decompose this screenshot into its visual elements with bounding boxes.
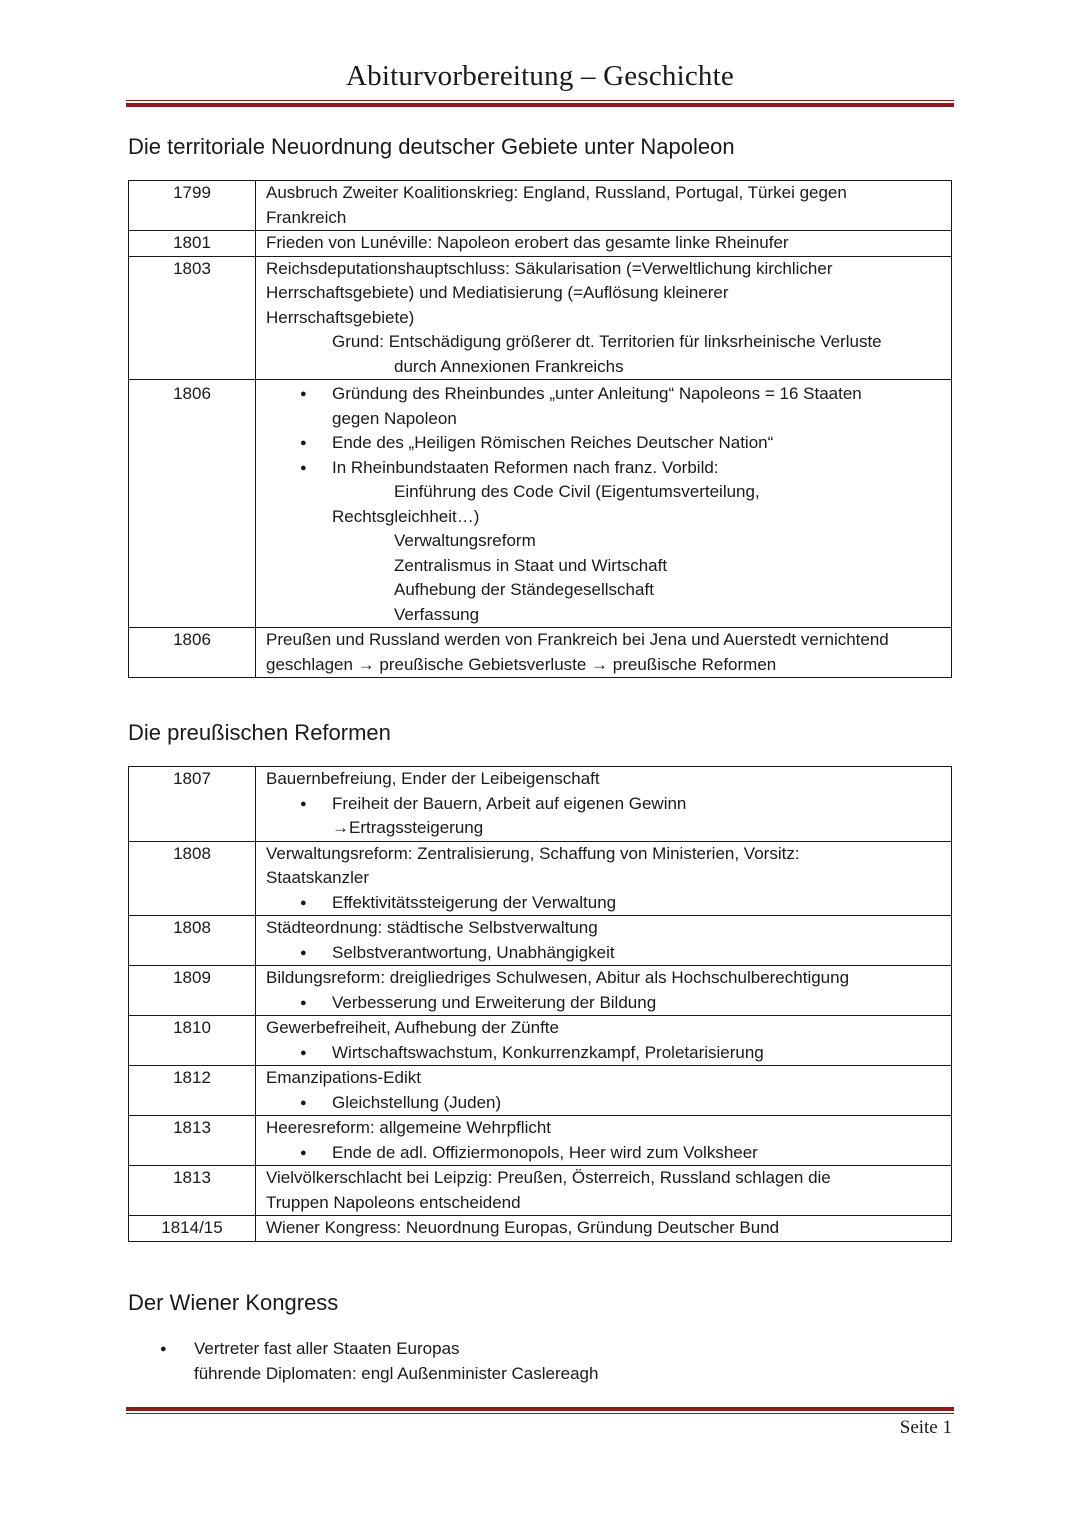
section-title-preussen: Die preußischen Reformen	[128, 720, 391, 745]
bullet-text: gegen Napoleon	[332, 408, 457, 428]
year-cell: 1813	[129, 1116, 256, 1166]
event-line: Reichsdeputationshauptschluss: Säkularisation (=Verweltlichung kirchlicher	[266, 258, 833, 278]
event-cell	[256, 1216, 952, 1242]
bullet-item: ● Ende de adl. Offiziermonopols, Heer wird zum Volksheer	[266, 1141, 951, 1166]
event-cell	[256, 1066, 952, 1116]
table-row	[129, 256, 952, 380]
event-cell	[256, 231, 952, 257]
footer-rule	[126, 1407, 954, 1414]
year-cell: 1808	[129, 916, 256, 966]
bullet-item: ● Selbstverantwortung, Unabhängigkeit	[266, 941, 951, 966]
event-line: Gewerbefreiheit, Aufhebung der Zünfte	[266, 1018, 559, 1037]
event-cell	[256, 1016, 952, 1066]
table-row	[129, 966, 952, 1016]
table-row	[129, 1066, 952, 1116]
event-cell	[256, 380, 952, 628]
event-line: Emanzipations-Edikt	[266, 1068, 421, 1087]
event-line: Bauernbefreiung, Ender der Leibeigenschaft	[266, 769, 600, 788]
event-cell	[256, 1166, 952, 1216]
bullet-item: ● Gleichstellung (Juden)	[266, 1091, 951, 1116]
event-line: Staatskanzler	[266, 868, 369, 887]
year-cell: 1814/15	[129, 1216, 256, 1242]
bullet-item: ● Effektivitätssteigerung der Verwaltung	[266, 891, 951, 916]
section-title-napoleon: Die territoriale Neuordnung deutscher Gebiete unter Napoleon	[128, 134, 735, 159]
event-line: Städteordnung: städtische Selbstverwaltung	[266, 918, 598, 937]
table-row	[129, 1216, 952, 1242]
event-line: Vielvölkerschlacht bei Leipzig: Preußen, Österreich, Russland schlagen die	[266, 1168, 831, 1187]
timeline-table-preussen	[128, 766, 952, 1242]
table-row	[129, 628, 952, 678]
event-line: Frankreich	[266, 207, 347, 227]
year-cell: 1807	[129, 767, 256, 842]
event-cell	[256, 628, 952, 678]
table-row	[129, 767, 952, 842]
year-cell: 1813	[129, 1166, 256, 1216]
page-header-title: Abiturvorbereitung – Geschichte	[346, 60, 734, 92]
event-cell	[256, 767, 952, 842]
year-cell: 1801	[129, 231, 256, 257]
bullet-item: ● Freiheit der Bauern, Arbeit auf eigenen Gewinn	[266, 792, 951, 817]
event-line: Preußen und Russland werden von Frankreich bei Jena und Auerstedt vernichtend	[266, 630, 889, 649]
bullet-item	[266, 382, 951, 431]
table-row	[129, 181, 952, 231]
event-line: Ausbruch Zweiter Koalitionskrieg: England, Russland, Portugal, Türkei gegen	[266, 183, 847, 202]
event-cell	[256, 1116, 952, 1166]
bullet-item	[266, 456, 951, 481]
table-row	[129, 231, 952, 257]
bullet-item	[266, 431, 951, 456]
year-cell: 1812	[129, 1066, 256, 1116]
reform-item: Verwaltungsreform	[394, 531, 536, 550]
timeline-table-napoleon	[128, 180, 952, 678]
event-line: Truppen Napoleons entscheidend	[266, 1192, 521, 1212]
event-cell	[256, 841, 952, 916]
page-number: Seite 1	[899, 1417, 952, 1438]
event-cell	[256, 916, 952, 966]
year-cell: 1806	[129, 628, 256, 678]
bullet-item: ● Wirtschaftswachstum, Konkurrenzkampf, Proletarisierung	[266, 1041, 951, 1066]
year-cell: 1808	[129, 841, 256, 916]
reform-item: Einführung des Code Civil (Eigentumsverteilung,	[394, 482, 760, 501]
header-rule	[126, 100, 954, 107]
list-item-text: führende Diplomaten: engl Außenminister Caslereagh	[194, 1363, 599, 1383]
list-item-text: ● Vertreter fast aller Staaten Europas	[194, 1339, 460, 1358]
event-line: Heeresreform: allgemeine Wehrpflicht	[266, 1118, 552, 1137]
year-cell: 1799	[129, 181, 256, 231]
bullet-item: ● Verbesserung und Erweiterung der Bildung	[266, 991, 951, 1016]
year-cell: 1810	[129, 1016, 256, 1066]
table-row	[129, 1016, 952, 1066]
event-line: Herrschaftsgebiete) und Mediatisierung (=Auflösung kleinerer	[266, 283, 729, 302]
event-cell	[256, 966, 952, 1016]
list-item	[160, 1337, 598, 1386]
table-row	[129, 380, 952, 628]
reform-item: Aufhebung der Ständegesellschaft	[394, 580, 654, 599]
event-line: Bildungsreform: dreigliedriges Schulwesen, Abitur als Hochschulberechtigung	[266, 968, 850, 987]
event-line: Verwaltungsreform: Zentralisierung, Schaffung von Ministerien, Vorsitz:	[266, 843, 800, 863]
event-subline: Grund: Entschädigung größerer dt. Territorien für linksrheinische Verluste	[332, 332, 882, 351]
bullet-text: ● Ende des „Heiligen Römischen Reiches Deutscher Nation“	[332, 433, 774, 452]
event-line: geschlagen → preußische Gebietsverluste → preußische Reformen	[266, 654, 777, 674]
bullet-text: ● Gründung des Rheinbundes „unter Anleitung“ Napoleons = 16 Staaten	[332, 384, 862, 403]
bullet-text: ● In Rheinbundstaaten Reformen nach franz. Vorbild:	[332, 457, 719, 477]
table-row	[129, 1116, 952, 1166]
reform-item: Zentralismus in Staat und Wirtschaft	[394, 555, 668, 575]
table-row	[129, 916, 952, 966]
year-cell: 1809	[129, 966, 256, 1016]
year-cell: 1803	[129, 256, 256, 380]
reform-item: Rechtsgleichheit…)	[332, 506, 480, 526]
section-title-wien: Der Wiener Kongress	[128, 1290, 339, 1315]
wiener-kongress-list	[160, 1337, 598, 1386]
table-row	[129, 1166, 952, 1216]
table-row	[129, 841, 952, 916]
event-line: Herrschaftsgebiete)	[266, 307, 415, 327]
event-cell	[256, 181, 952, 231]
year-cell: 1806	[129, 380, 256, 628]
event-line: Frieden von Lunéville: Napoleon erobert das gesamte linke Rheinufer	[266, 233, 789, 252]
bullet-text: →Ertragssteigerung	[332, 818, 484, 837]
event-subline: durch Annexionen Frankreichs	[394, 356, 624, 376]
reform-item: Verfassung	[394, 604, 480, 624]
event-line: Wiener Kongress: Neuordnung Europas, Gründung Deutscher Bund	[266, 1218, 780, 1237]
event-cell	[256, 256, 952, 380]
